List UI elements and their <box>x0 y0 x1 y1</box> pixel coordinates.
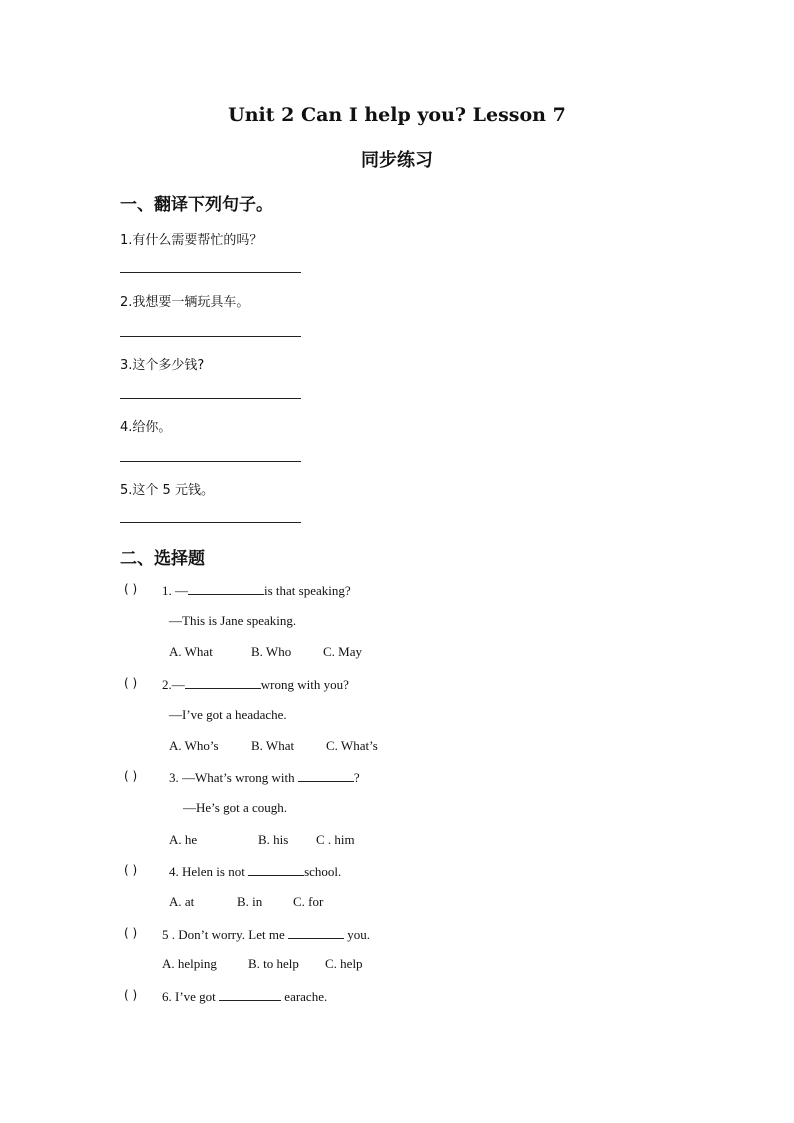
answer-paren-1[interactable]: ( ) <box>124 582 138 596</box>
answer-paren-6[interactable]: ( ) <box>124 988 138 1002</box>
page-subtitle: 同步练习 <box>361 150 433 171</box>
mc-response-3: —He’s got a cough. <box>183 800 287 815</box>
mc-stem-after: is that speaking? <box>264 583 351 598</box>
mc-options-4 <box>169 894 323 910</box>
mc-stem-before: 4. Helen is not <box>169 864 249 879</box>
mc-stem-after: earache. <box>281 989 328 1004</box>
section-heading-translate: 一、翻译下列句子。 <box>120 195 273 215</box>
mc-question-6 <box>162 988 327 1005</box>
page-title: Unit 2 Can I help you? Lesson 7 <box>228 104 566 126</box>
answer-paren-3[interactable]: ( ) <box>124 769 138 783</box>
option-c[interactable]: C. for <box>293 894 324 909</box>
mc-question-3 <box>169 769 360 786</box>
option-c[interactable]: C. help <box>325 956 363 971</box>
blank-5[interactable] <box>288 926 344 939</box>
mc-question-1 <box>162 582 351 599</box>
mc-response-1: —This is Jane speaking. <box>169 613 297 628</box>
mc-stem-after: ? <box>353 770 360 785</box>
option-a[interactable]: A. Who’s <box>169 738 219 753</box>
mc-options-3 <box>169 832 355 848</box>
answer-paren-2[interactable]: ( ) <box>124 676 138 690</box>
mc-options-5 <box>162 956 363 972</box>
mc-question-2 <box>162 676 349 693</box>
translate-question-5: 5.这个 5 元钱。 <box>120 483 214 498</box>
mc-stem-after: school. <box>304 864 342 879</box>
answer-paren-4[interactable]: ( ) <box>124 863 138 877</box>
mc-response-2: —I’ve got a headache. <box>169 707 287 722</box>
mc-stem-before: 3. —What’s wrong with <box>169 770 298 785</box>
option-a[interactable]: A. What <box>169 644 213 659</box>
translate-question-4: 4.给你。 <box>120 420 172 435</box>
option-a[interactable]: A. helping <box>162 956 217 971</box>
option-b[interactable]: B. his <box>258 832 289 847</box>
translate-question-3: 3.这个多少钱? <box>120 358 205 373</box>
option-b[interactable]: B. Who <box>251 644 292 659</box>
answer-paren-5[interactable]: ( ) <box>124 926 138 940</box>
answer-line-5[interactable] <box>120 522 301 523</box>
blank-4[interactable] <box>248 863 304 876</box>
mc-stem-before: 1. — <box>162 583 188 598</box>
mc-question-5 <box>162 926 370 943</box>
option-b[interactable]: B. in <box>237 894 263 909</box>
answer-line-2[interactable] <box>120 336 301 337</box>
mc-stem-before: 6. I’ve got <box>162 989 220 1004</box>
option-b[interactable]: B. to help <box>248 956 299 971</box>
blank-3[interactable] <box>298 769 354 782</box>
mc-options-2 <box>169 738 378 754</box>
option-c[interactable]: C. What’s <box>326 738 378 753</box>
section-heading-choice: 二、选择题 <box>120 549 205 569</box>
option-a[interactable]: A. at <box>169 894 195 909</box>
option-c[interactable]: C. May <box>323 644 362 659</box>
blank-1[interactable] <box>188 582 264 595</box>
option-b[interactable]: B. What <box>251 738 295 753</box>
mc-options-1 <box>169 644 362 660</box>
option-c[interactable]: C . him <box>316 832 355 847</box>
answer-line-1[interactable] <box>120 272 301 273</box>
translate-question-1: 1.有什么需要帮忙的吗？ <box>120 233 263 248</box>
mc-question-4 <box>169 863 341 880</box>
mc-stem-before: 2.— <box>162 677 185 692</box>
answer-line-3[interactable] <box>120 398 301 399</box>
answer-line-4[interactable] <box>120 461 301 462</box>
blank-6[interactable] <box>219 988 281 1001</box>
mc-stem-after: wrong with you? <box>260 677 349 692</box>
mc-stem-after: you. <box>344 927 371 942</box>
mc-stem-before: 5 . Don’t worry. Let me <box>162 927 289 942</box>
option-a[interactable]: A. he <box>169 832 198 847</box>
translate-question-2: 2.我想要一辆玩具车。 <box>120 295 250 310</box>
blank-2[interactable] <box>185 676 261 689</box>
